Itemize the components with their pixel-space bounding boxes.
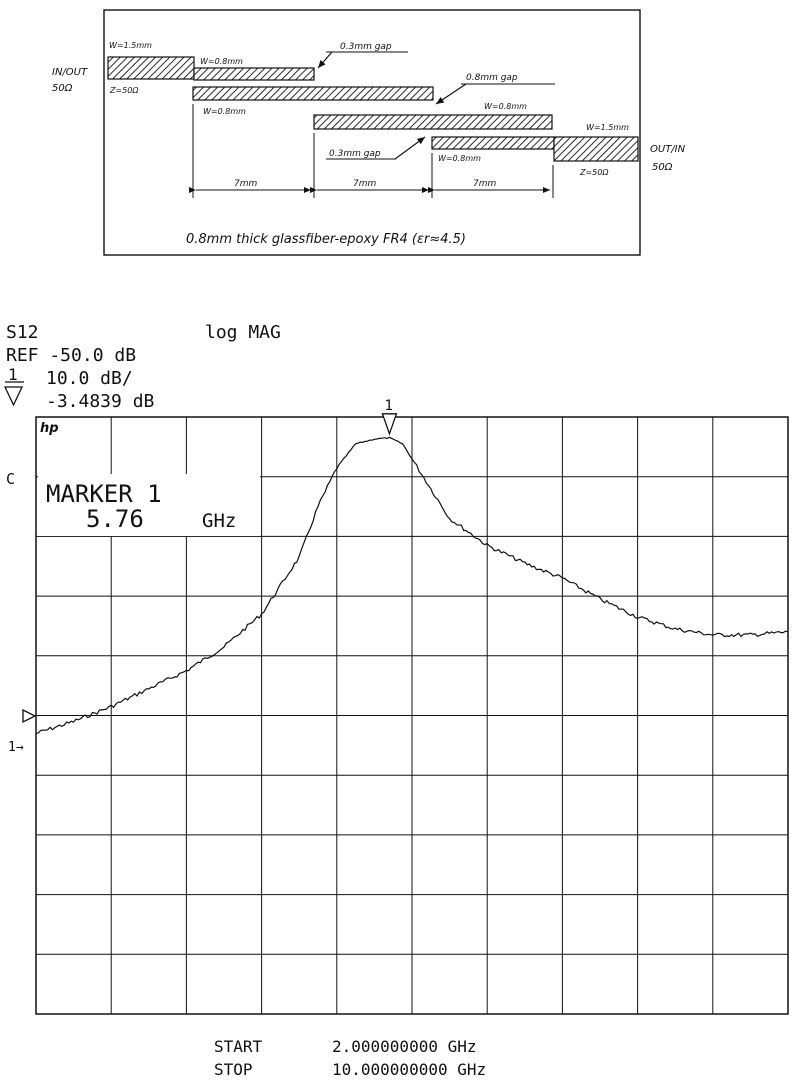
gap-2-label: 0.8mm gap: [466, 73, 518, 83]
dim-3-label: 7mm: [473, 179, 497, 189]
filter-layout-diagram: [52, 10, 686, 255]
s12-plot: [36, 398, 788, 1014]
start-frequency: 2.000000000 GHz: [332, 1037, 477, 1056]
reference-level: REF -50.0 dB: [6, 345, 137, 366]
stop-frequency: 10.000000000 GHz: [332, 1060, 487, 1079]
port-left-label: IN/OUT: [52, 67, 88, 78]
gap-1-leader: [318, 52, 332, 68]
start-label: START: [214, 1037, 263, 1056]
width-res3-label: W=0.8mm: [438, 154, 481, 163]
format-label: log MAG: [205, 322, 281, 343]
marker-annotation-frequency: 5.76: [86, 505, 144, 533]
dim-2-label: 7mm: [353, 179, 377, 189]
reference-line-marker: 1→: [8, 740, 24, 755]
resonator-1-feed-strip: [194, 68, 314, 80]
substrate-caption: 0.8mm thick glassfiber-epoxy FR4 (εr≈4.5): [186, 232, 466, 247]
markers: [382, 398, 396, 434]
z-input-label: Z=50Ω: [110, 86, 139, 95]
port-right-label: OUT/IN: [650, 144, 686, 155]
resonator-2-strip: [314, 115, 552, 129]
width-res2-label: W=0.8mm: [484, 102, 527, 111]
width-output-label: W=1.5mm: [586, 123, 629, 132]
marker-1-number: 1: [384, 397, 393, 414]
scale-per-division: 10.0 dB/: [46, 368, 133, 389]
port-left-impedance: 50Ω: [52, 83, 73, 94]
channel-indicator: C: [6, 470, 16, 488]
marker-1-triangle-icon: [382, 414, 396, 434]
z-output-label: Z=50Ω: [580, 168, 609, 177]
output-feed-strip: [554, 137, 638, 161]
gap-2-leader: [436, 84, 466, 104]
marker-readout-value: -3.4839 dB: [46, 391, 155, 412]
reference-position-triangle-icon: [23, 710, 35, 722]
gap-3-leader: [395, 137, 425, 159]
parameter-label: S12: [6, 322, 39, 343]
resonator-3-strip: [432, 137, 554, 149]
port-right-impedance: 50Ω: [652, 162, 673, 173]
resonator-1-strip: [193, 87, 433, 100]
width-input-label: W=1.5mm: [109, 41, 152, 50]
width-res1-bottom-label: W=0.8mm: [203, 107, 246, 116]
ref-marker-number: 1: [8, 365, 18, 384]
analyzer-header: [5, 322, 281, 755]
width-res1-top-label: W=0.8mm: [200, 57, 243, 66]
stop-label: STOP: [214, 1060, 253, 1079]
marker-annotation-unit: GHz: [202, 510, 237, 532]
ref-marker-triangle-icon: [5, 387, 22, 405]
gap-3-label: 0.3mm gap: [329, 149, 381, 159]
gap-1-label: 0.3mm gap: [340, 42, 392, 52]
marker-annotation-label: MARKER 1: [46, 480, 162, 508]
input-feed-strip: [108, 57, 194, 79]
hp-logo: hp: [40, 421, 59, 436]
sweep-footer: [214, 1037, 486, 1079]
dim-1-label: 7mm: [234, 179, 258, 189]
